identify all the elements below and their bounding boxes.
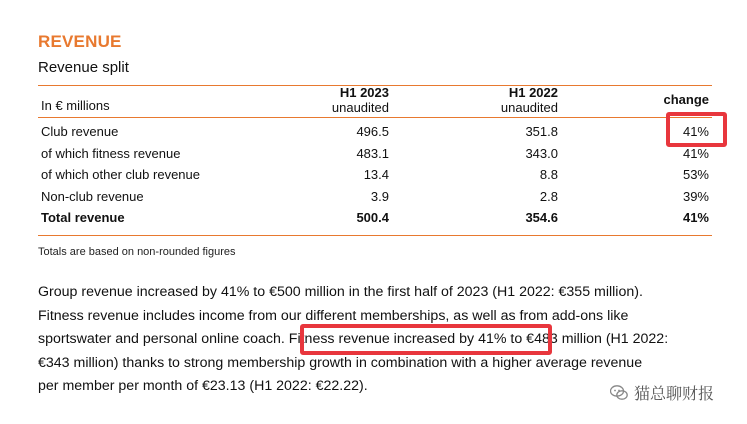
- table-header-rule: [38, 117, 712, 118]
- watermark-text: 猫总聊财报: [634, 386, 715, 403]
- paragraph-segment: to €483 million (H1 2022:: [506, 331, 669, 347]
- table-subtitle: Revenue split: [38, 59, 129, 76]
- row-label: Non-club revenue: [41, 189, 144, 204]
- paragraph-line: Group revenue increased by 41% to €500 million in the first half of 2023 (H1 2022: €355 million).: [38, 284, 643, 300]
- column-period-h1-2023: H1 2023: [339, 85, 389, 100]
- cell-h1-2023: 13.4: [363, 167, 389, 182]
- column-header-h1-2023: [332, 85, 389, 115]
- cell-change: 41%: [682, 146, 709, 161]
- column-note-h1-2022: unaudited: [500, 100, 558, 115]
- cell-h1-2022: 343.0: [525, 146, 558, 161]
- paragraph-line: €343 million) thanks to strong membership growth in combination with a higher average revenue: [38, 354, 643, 371]
- table-row-total: [38, 207, 712, 228]
- table-row: [38, 143, 712, 164]
- highlight-box-change: [666, 112, 727, 147]
- table-row: [38, 121, 712, 142]
- cell-h1-2022: 354.6: [525, 210, 558, 225]
- cell-h1-2022: 8.8: [539, 167, 558, 182]
- cell-h1-2022: 351.8: [525, 124, 558, 139]
- cell-change: 53%: [682, 167, 709, 182]
- cell-h1-2023: 483.1: [356, 146, 389, 161]
- table-row: [38, 164, 712, 185]
- cell-h1-2023: 3.9: [370, 189, 389, 204]
- cell-change: 41%: [682, 124, 709, 139]
- cell-h1-2023: 500.4: [356, 210, 389, 225]
- section-title: REVENUE: [38, 32, 122, 51]
- watermark: [610, 381, 714, 404]
- column-header-change: [663, 92, 709, 107]
- row-label: Total revenue: [41, 210, 125, 225]
- cell-change: 39%: [682, 189, 709, 204]
- paragraph-line: Fitness revenue includes income from our different memberships, as well as from add-ons like: [38, 307, 629, 324]
- wechat-icon: [610, 385, 628, 401]
- cell-change: 41%: [682, 210, 709, 225]
- column-period-change: change: [663, 92, 709, 107]
- row-label: of which other club revenue: [41, 167, 200, 182]
- highlighted-phrase: Fitness revenue increased by 41%: [288, 331, 507, 347]
- table-footnote: Totals are based on non-rounded figures: [38, 246, 236, 258]
- cell-h1-2022: 2.8: [539, 189, 558, 204]
- unit-label: In € millions: [41, 98, 110, 113]
- paragraph-segment: sportswater and personal online coach.: [38, 331, 289, 347]
- table-bottom-rule: [38, 235, 712, 236]
- cell-h1-2023: 496.5: [356, 124, 389, 139]
- table-row: [38, 186, 712, 207]
- row-label: of which fitness revenue: [41, 146, 181, 161]
- row-label: Club revenue: [41, 124, 119, 139]
- highlight-box-phrase: [300, 324, 552, 355]
- column-header-h1-2022: [501, 85, 558, 115]
- paragraph-line: per member per month of €23.13 (H1 2022: €22.22).: [38, 378, 368, 394]
- column-note-h1-2023: unaudited: [331, 100, 389, 115]
- column-period-h1-2022: H1 2022: [508, 85, 558, 100]
